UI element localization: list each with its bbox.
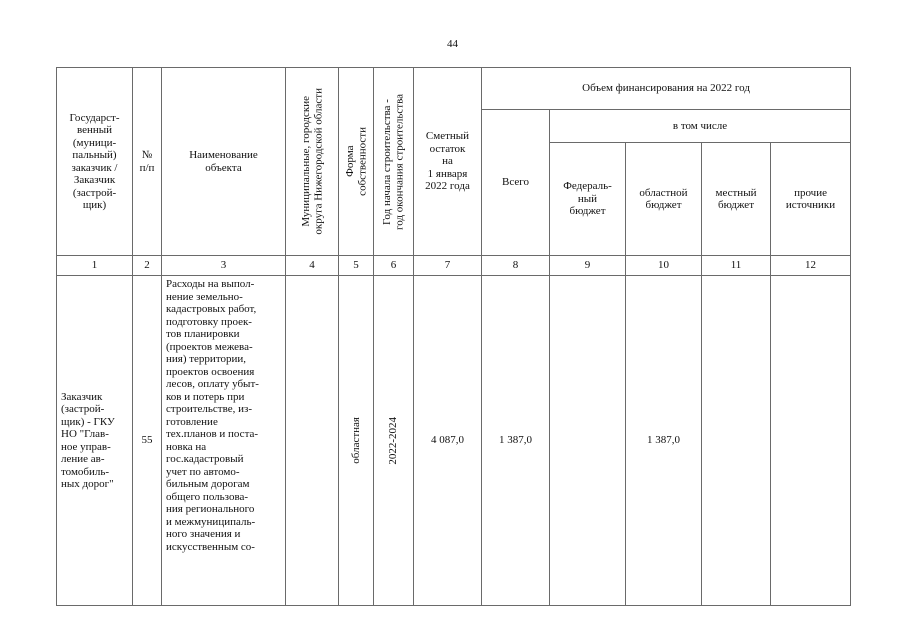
column-number-row	[57, 256, 851, 276]
col-number: 4	[286, 256, 339, 276]
col-number: 10	[626, 256, 702, 276]
col-number: 11	[702, 256, 771, 276]
header-funding-title: Объем финансирования на 2022 год	[482, 68, 851, 110]
row-other	[771, 276, 851, 606]
header-num: № п/п	[133, 68, 162, 256]
table-row	[57, 276, 851, 606]
row-regional: 1 387,0	[626, 276, 702, 606]
row-years	[374, 276, 414, 606]
row-customer: Заказчик (застрой- щик) - ГКУ НО "Глав- ное управ- ление ав- томобиль- ных дорог"	[57, 276, 133, 606]
row-estimate: 4 087,0	[414, 276, 482, 606]
header-federal: Федераль- ный бюджет	[550, 143, 626, 256]
header-estimate: Сметный остаток на 1 января 2022 года	[414, 68, 482, 256]
header-municipality-text: Муниципальные, городские округа Нижегородской области	[299, 88, 324, 235]
header-local: местный бюджет	[702, 143, 771, 256]
col-number: 7	[414, 256, 482, 276]
header-municipality	[286, 68, 339, 256]
header-other: прочие источники	[771, 143, 851, 256]
row-ownership	[339, 276, 374, 606]
row-years-text: 2022-2024	[387, 416, 400, 465]
col-number: 8	[482, 256, 550, 276]
col-number: 12	[771, 256, 851, 276]
header-including: в том числе	[550, 110, 851, 143]
row-num: 55	[133, 276, 162, 606]
row-object-name: Расходы на выпол- нение земельно- кадастровых работ, подготовку проек- тов планировки (проектов межева- ния) территории, проектов освоения лесов, оплату убыт- ков и потерь при строительстве, из- готовление тех.планов и поста- новка на гос.кадастровый учет по автомо- бильным дорогам общего пользова- ния регионального и межмуниципаль- ного значения и искусственным со-	[162, 276, 286, 606]
col-number: 5	[339, 256, 374, 276]
row-ownership-text: областная	[349, 417, 362, 464]
header-total: Всего	[482, 110, 550, 256]
header-regional: областной бюджет	[626, 143, 702, 256]
header-years-text: Год начала строительства - год окончания строительства	[381, 93, 406, 230]
header-row-1	[57, 68, 851, 110]
col-number: 3	[162, 256, 286, 276]
row-federal	[550, 276, 626, 606]
col-number: 2	[133, 256, 162, 276]
row-total: 1 387,0	[482, 276, 550, 606]
header-years	[374, 68, 414, 256]
header-ownership-text: Форма собственности	[343, 127, 368, 196]
header-customer: Государст- венный (муници- пальный) заказчик / Заказчик (застрой- щик)	[57, 68, 133, 256]
funding-table	[56, 67, 851, 606]
col-number: 1	[57, 256, 133, 276]
row-municipality	[286, 276, 339, 606]
page-number: 44	[447, 38, 458, 50]
header-ownership	[339, 68, 374, 256]
col-number: 9	[550, 256, 626, 276]
col-number: 6	[374, 256, 414, 276]
header-object-name: Наименование объекта	[162, 68, 286, 256]
row-local	[702, 276, 771, 606]
